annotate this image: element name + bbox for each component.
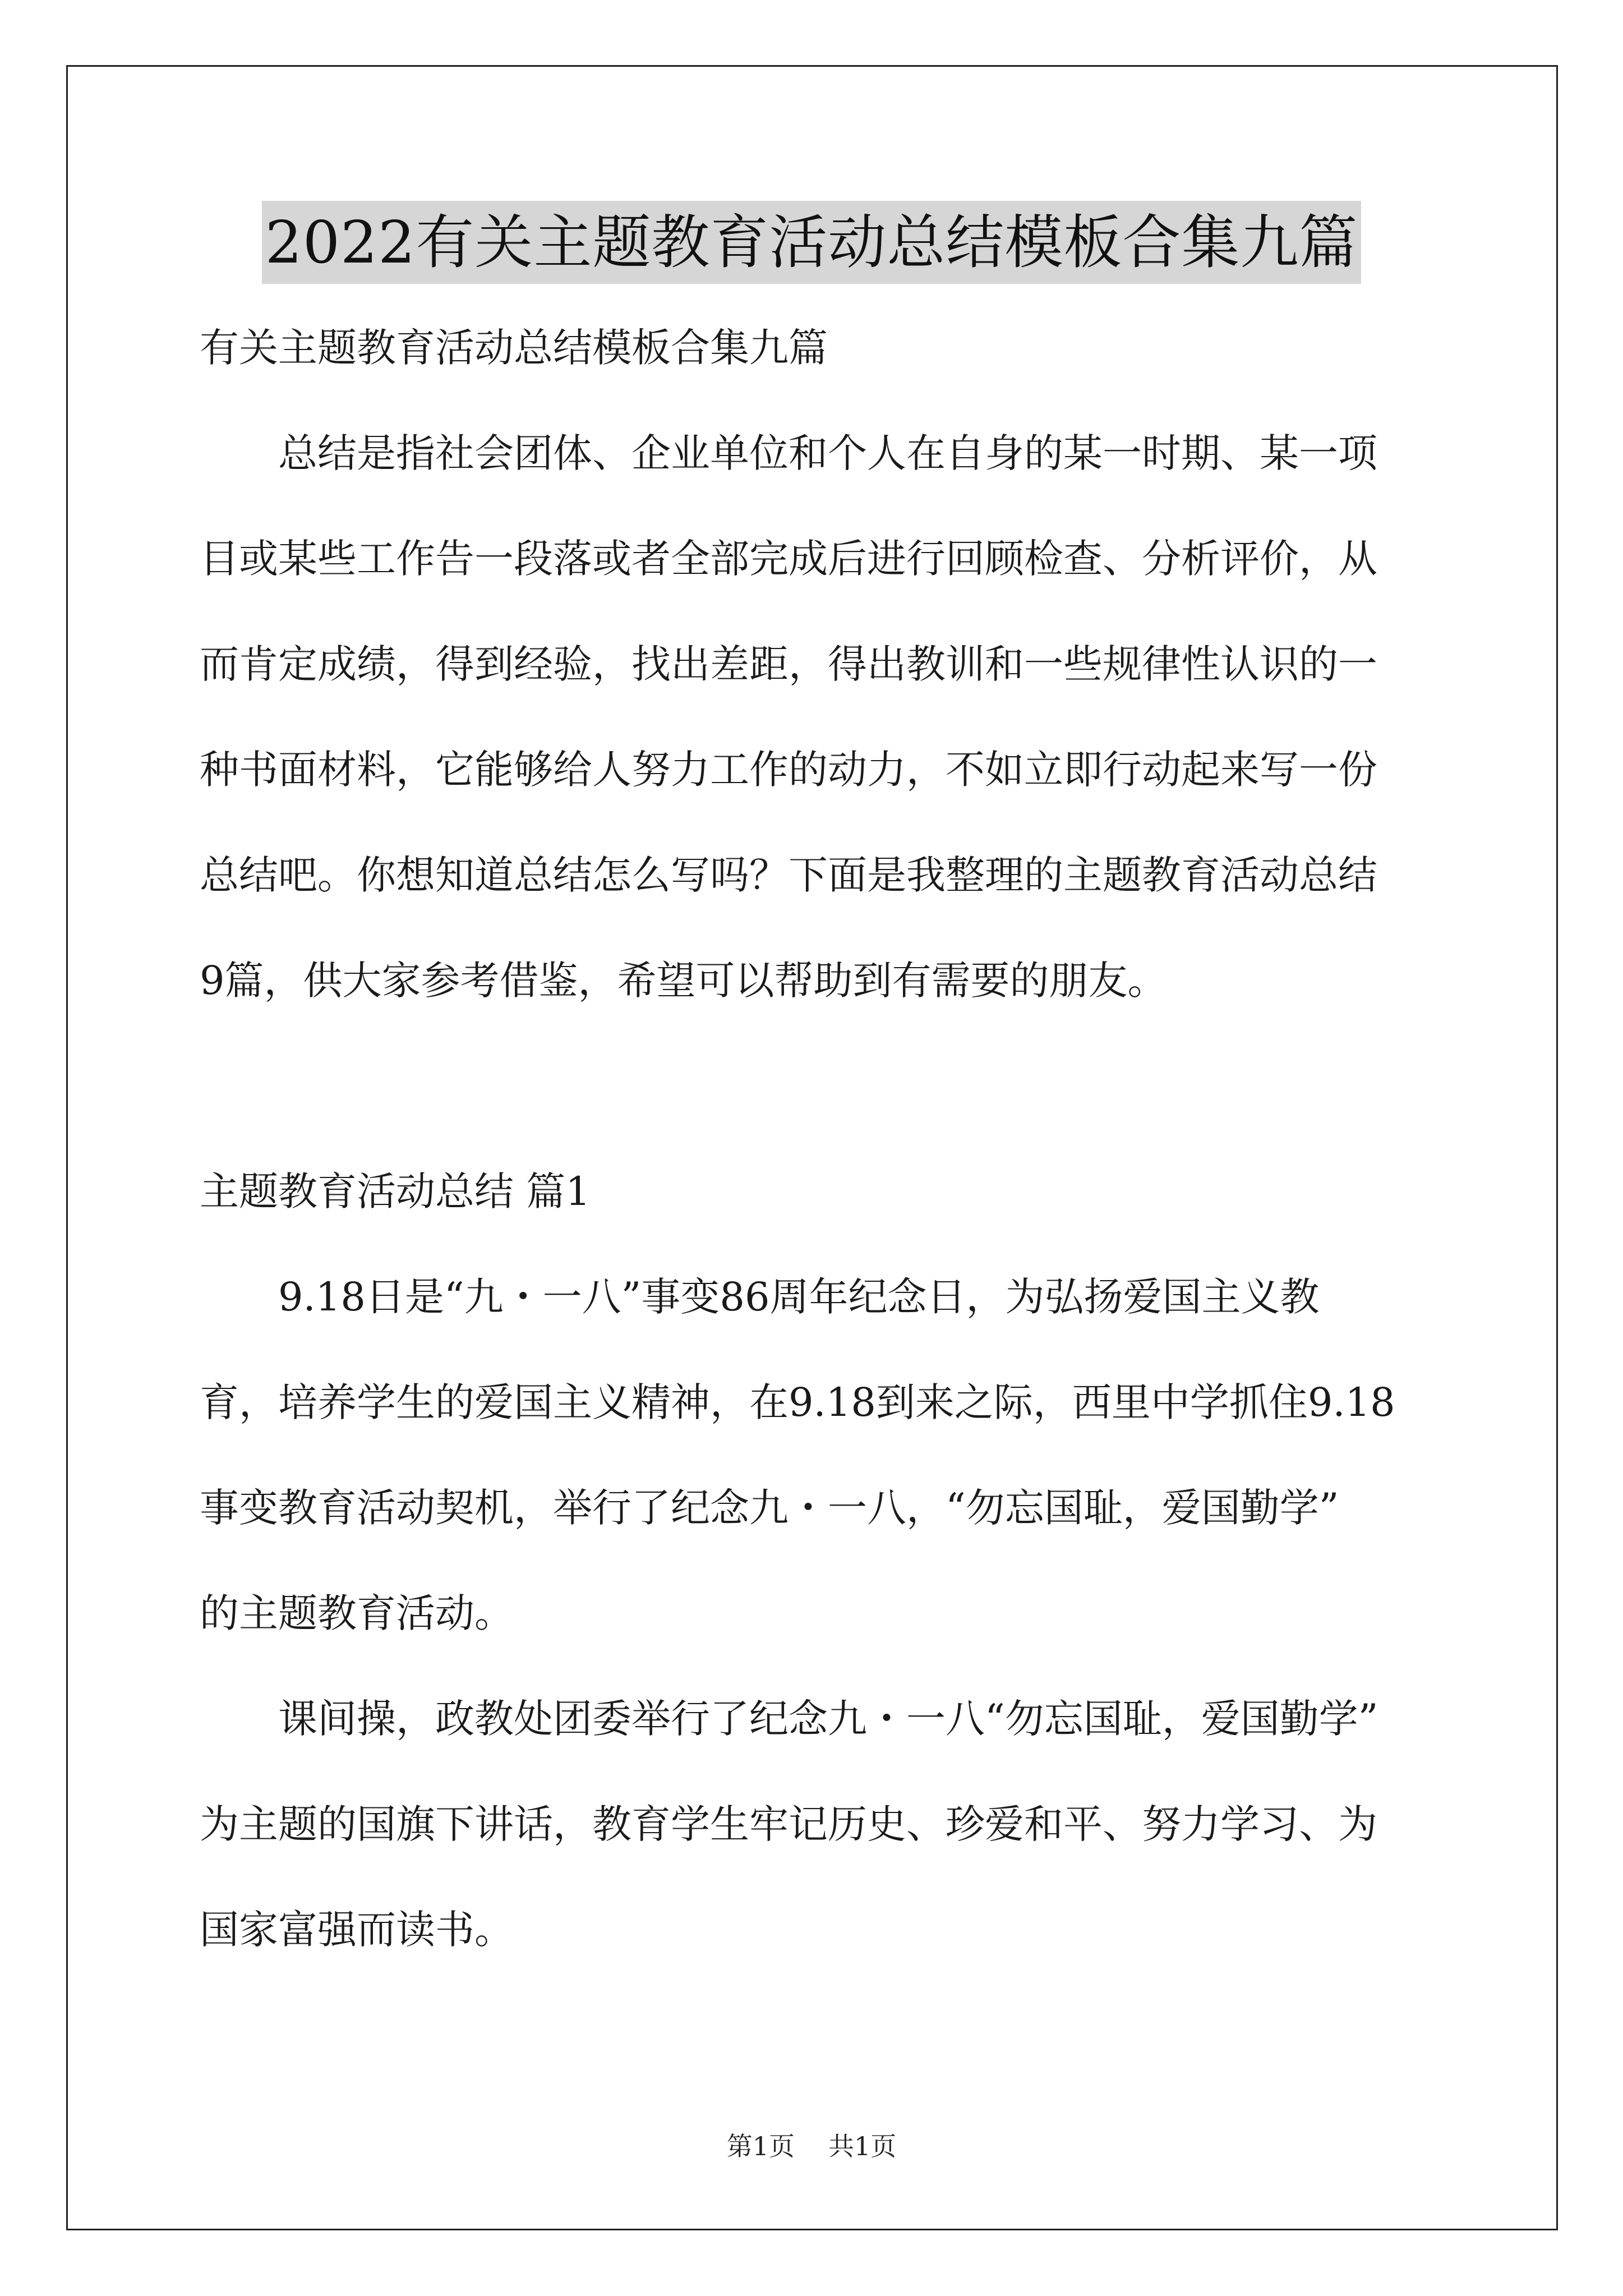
- paragraph-line: 事变教育活动契机，举行了纪念九・一八，“勿忘国耻，爱国勤学”: [200, 1485, 1339, 1531]
- paragraph-line: 课间操，政教处团委举行了纪念九・一八“勿忘国耻，爱国勤学”: [278, 1696, 1378, 1742]
- title-container: [0, 201, 1623, 284]
- paragraph-line: 9.18日是“九・一八”事变86周年纪念日，为弘扬爱国主义教: [278, 1274, 1320, 1320]
- intro-line: 而肯定成绩，得到经验，找出差距，得出教训和一些规律性认识的一: [200, 641, 1377, 687]
- intro-paragraph: [200, 420, 1422, 1052]
- intro-line: 总结吧。你想知道总结怎么写吗？下面是我整理的主题教育活动总结: [200, 852, 1377, 898]
- paragraph-1: [200, 1263, 1422, 1685]
- page-footer: [0, 2126, 1623, 2163]
- intro-line: 总结是指社会团体、企业单位和个人在自身的某一时期、某一项: [278, 430, 1377, 476]
- paragraph-2: [200, 1685, 1422, 2001]
- paragraph-line: 育，培养学生的爱国主义精神，在9.18到来之际，西里中学抓住9.18: [200, 1379, 1395, 1425]
- document-subtitle: 有关主题教育活动总结模板合集九篇: [200, 325, 828, 371]
- paragraph-line: 国家富强而读书。: [200, 1907, 514, 1953]
- page-total: 共1页: [828, 2131, 897, 2161]
- intro-line: 种书面材料，它能够给人努力工作的动力，不如立即行动起来写一份: [200, 747, 1377, 793]
- document-title: 2022有关主题教育活动总结模板合集九篇: [262, 201, 1362, 284]
- paragraph-line: 的主题教育活动。: [200, 1590, 514, 1636]
- blank-line: [200, 1052, 1422, 1158]
- section-heading: 主题教育活动总结 篇1: [200, 1168, 591, 1214]
- document-body: [200, 314, 1422, 2001]
- paragraph-line: 为主题的国旗下讲话，教育学生牢记历史、珍爱和平、努力学习、为: [200, 1801, 1377, 1847]
- page-number: 第1页: [726, 2131, 795, 2161]
- intro-line: 目或某些工作告一段落或者全部完成后进行回顾检查、分析评价，从: [200, 536, 1377, 582]
- intro-line: 9篇，供大家参考借鉴，希望可以帮助到有需要的朋友。: [200, 958, 1167, 1004]
